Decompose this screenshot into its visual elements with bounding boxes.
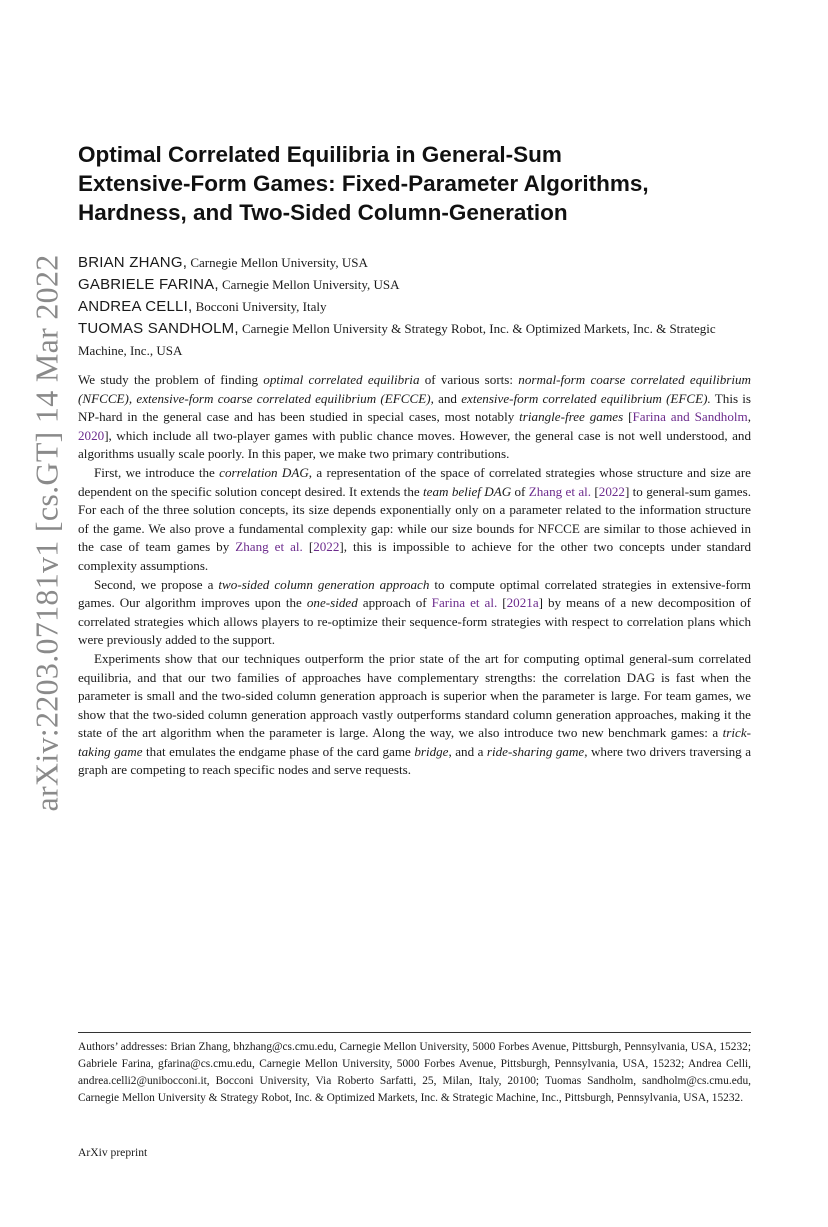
author-affiliation: Bocconi University, Italy (192, 299, 327, 314)
author-name: GABRIELE FARINA, (78, 276, 219, 293)
paper-title-line-2: Extensive-Form Games: Fixed-Parameter Algorithms, (78, 171, 649, 196)
author-affiliation: Carnegie Mellon University, USA (218, 277, 400, 292)
author-entry (78, 318, 758, 362)
citation-link[interactable]: 2022 (598, 483, 625, 499)
author-entry (78, 252, 758, 274)
citation-link[interactable]: 2021a (506, 595, 539, 611)
author-addresses-footnote: Authors’ addresses: Brian Zhang, bhzhang@cs.cmu.edu, Carnegie Mellon University, 5000 Forbes Avenue, Pittsburgh, Pennsylvania, USA, 15232; Gabriele Farina, gfarina@cs.cmu.edu, Carnegie Mellon University, 5000 Forbes Avenue, Pittsburgh, Pennsylvania, USA, 15232; Andrea Celli, andrea.celli2@unibocconi.it, Bocconi University, Via Roberto Sarfatti, 25, Milan, Italy, 20100; Tuomas Sandholm, sandholm@cs.cmu.edu, Carnegie Mellon University & Strategy Robot, Inc. & Optimized Markets, Inc. & Strategic Machine, Inc., Pittsburgh, Pennsylvania, USA, 15232. (78, 1032, 751, 1107)
venue-footer: ArXiv preprint (78, 1146, 148, 1159)
citation-link[interactable]: Zhang et al. (528, 483, 592, 499)
abstract (78, 371, 751, 780)
paper-title-line-3: Hardness, and Two-Sided Column-Generation (78, 200, 568, 225)
citation-link[interactable]: Farina et al. (431, 595, 498, 611)
citation-link[interactable]: 2022 (313, 539, 340, 555)
citation-link[interactable]: Farina and Sandholm (632, 409, 748, 425)
author-entry (78, 274, 758, 296)
arxiv-identifier-stamp (23, 235, 71, 830)
paper-title (78, 140, 758, 227)
author-name: TUOMAS SANDHOLM, (78, 320, 239, 337)
author-name: BRIAN ZHANG, (78, 254, 188, 271)
author-affiliation: Carnegie Mellon University & Strategy Robot, Inc. & Optimized Markets, Inc. & Strategic Machine, Inc., USA (78, 321, 716, 358)
abstract-paragraph-1: We study the problem of finding optimal correlated equilibria of various sorts: normal-form coarse correlated equilibrium (NFCCE), extensive-form coarse correlated equilibrium (EFCCE), and extensive-form correlated equilibrium (EFCE). This is NP-hard in the general case and has been studied in special cases, most notably triangle-free games [Farina and Sandholm, 2020], which include all two-player games with public chance moves. However, the general case is not well understood, and algorithms usually scale poorly. In this paper, we make two primary contributions. (78, 372, 752, 462)
author-affiliation: Carnegie Mellon University, USA (187, 255, 368, 270)
arxiv-identifier-text: arXiv:2203.07181v1 [cs.GT] 14 Mar 2022 (28, 253, 65, 812)
abstract-paragraph-2: First, we introduce the correlation DAG, a representation of the space of correlated strategies whose structure and size are dependent on the specific solution concept desired. It extends the team belief DAG of Zhang et al. [2022] to general-sum games. For each of the three solution concepts, its size depends exponentially only on a parameter related to the information structure of the game. We also prove a fundamental complexity gap: while our size bounds for NFCCE are similar to those achieved in the case of team games by Zhang et al. [2022], this is impossible to achieve for the other two concepts under standard complexity assumptions. (78, 464, 752, 573)
abstract-paragraph-4: Experiments show that our techniques outperform the prior state of the art for computing optimal general-sum correlated equilibria, and that our two families of approaches have complementary strengths: the correlation DAG is fast when the parameter is small and the two-sided column generation approach is superior when the parameter is large. For team games, we show that the two-sided column generation approach vastly outperforms standard column generation approaches, making it the state of the art algorithm when the parameter is large. Along the way, we also introduce two new benchmark games: a trick-taking game that emulates the endgame phase of the card game bridge, and a ride-sharing game, where two drivers traversing a graph are competing to reach specific nodes and serve requests. (78, 650, 752, 778)
author-entry (78, 296, 758, 318)
author-list (78, 252, 758, 362)
author-name: ANDREA CELLI, (78, 298, 193, 315)
citation-link[interactable]: Zhang et al. (235, 539, 303, 555)
abstract-paragraph-3: Second, we propose a two-sided column generation approach to compute optimal correlated strategies in extensive-form games. Our algorithm improves upon the one-sided approach of Farina et al. [2021a] by means of a new decomposition of correlated strategies which allows players to re-optimize their sequence-form strategies with respect to correlation plans which were previously added to the support. (78, 576, 752, 648)
citation-link[interactable]: 2020 (78, 427, 105, 443)
paper-title-line-1: Optimal Correlated Equilibria in General-Sum (78, 142, 562, 167)
